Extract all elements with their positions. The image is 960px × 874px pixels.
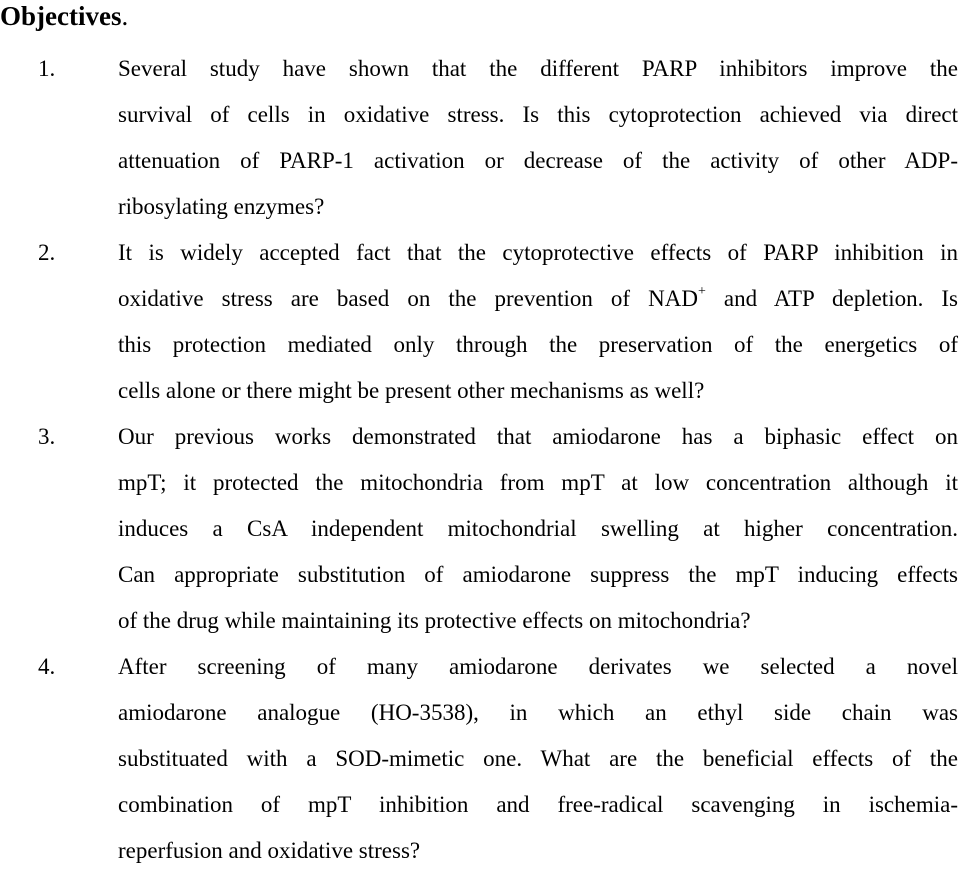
- objective-text-line: survival of cells in oxidative stress. Is this cytoprotection achieved via direct: [118, 102, 958, 127]
- objective-text-line: combination of mpT inhibition and free-radical scavenging in ischemia-: [118, 792, 958, 817]
- objective-text-line: induces a CsA independent mitochondrial swelling at higher concentration.: [118, 516, 958, 541]
- objective-number: 1.: [38, 56, 56, 81]
- objective-text-line: Can appropriate substitution of amiodarone suppress the mpT inducing effects: [118, 562, 958, 587]
- objective-text-fragment: and ATP depletion. Is: [705, 286, 958, 311]
- objective-item-3: [0, 414, 960, 644]
- objectives-list: [0, 46, 960, 874]
- objective-text-line: attenuation of PARP-1 activation or decrease of the activity of other ADP-: [118, 148, 958, 173]
- objective-number: 3.: [38, 424, 56, 449]
- objective-text-line: reperfusion and oxidative stress?: [118, 838, 421, 863]
- heading-period: .: [121, 1, 129, 31]
- objective-text-line: Several study have shown that the different PARP inhibitors improve the: [118, 56, 958, 81]
- objective-text-line: this protection mediated only through the preservation of the energetics of: [118, 332, 958, 357]
- objective-text-line: It is widely accepted fact that the cytoprotective effects of PARP inhibition in: [118, 240, 958, 265]
- objective-text-line-with-superscript: [118, 276, 958, 322]
- objective-text-fragment: oxidative stress are based on the prevention of NAD: [118, 286, 698, 311]
- objective-number: 2.: [38, 240, 56, 265]
- objective-text-line: amiodarone analogue (HO-3538), in which an ethyl side chain was: [118, 700, 958, 725]
- objective-text-line: mpT; it protected the mitochondria from mpT at low concentration although it: [118, 470, 958, 495]
- objective-text-line: substituated with a SOD-mimetic one. What are the beneficial effects of the: [118, 746, 958, 771]
- page-heading: [0, 0, 128, 36]
- nad-plus-superscript: +: [697, 284, 706, 299]
- objective-text-line: cells alone or there might be present other mechanisms as well?: [118, 378, 705, 403]
- heading-title: Objectives: [0, 1, 122, 31]
- objective-item-4: [0, 644, 960, 874]
- objective-number: 4.: [38, 654, 56, 679]
- objective-text-line: of the drug while maintaining its protective effects on mitochondria?: [118, 608, 751, 633]
- objective-item-2: [0, 230, 960, 414]
- objective-text-line: Our previous works demonstrated that amiodarone has a biphasic effect on: [118, 424, 958, 449]
- objective-text-line: After screening of many amiodarone derivates we selected a novel: [118, 654, 958, 679]
- objective-text-line: ribosylating enzymes?: [118, 194, 325, 219]
- objective-item-1: [0, 46, 960, 230]
